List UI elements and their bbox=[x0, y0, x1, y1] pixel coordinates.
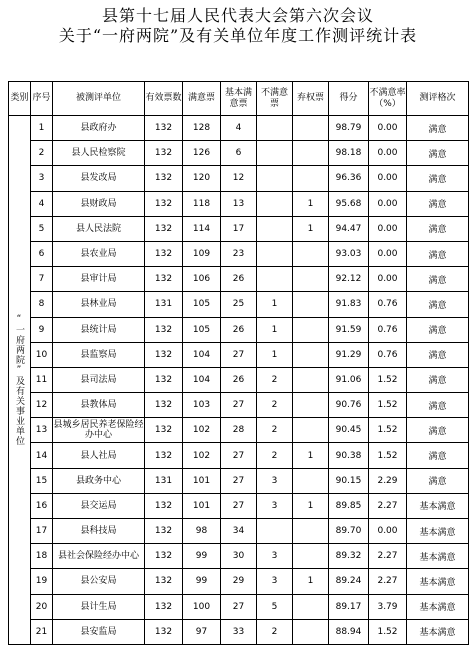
header-category: 类别 bbox=[9, 82, 31, 116]
unit-cell: 县林业局 bbox=[53, 292, 145, 317]
basic-satisfied-cell: 26 bbox=[221, 267, 257, 292]
basic-satisfied-cell: 4 bbox=[221, 116, 257, 141]
unit-cell: 县人民法院 bbox=[53, 216, 145, 241]
score-cell: 90.38 bbox=[329, 443, 369, 468]
unit-cell: 县城乡居民养老保险经办中心 bbox=[53, 418, 145, 443]
satisfied-cell: 103 bbox=[183, 393, 221, 418]
unit-cell: 县社会保险经办中心 bbox=[53, 544, 145, 569]
unit-cell: 县监察局 bbox=[53, 342, 145, 367]
table-row bbox=[9, 569, 469, 594]
unsatisfied-cell: 2 bbox=[257, 418, 293, 443]
seq-cell: 4 bbox=[31, 191, 53, 216]
abstain-cell bbox=[293, 619, 329, 644]
basic-satisfied-cell: 29 bbox=[221, 569, 257, 594]
score-cell: 96.36 bbox=[329, 166, 369, 191]
seq-cell: 20 bbox=[31, 594, 53, 619]
unsatisfied-rate-cell: 0.76 bbox=[369, 342, 407, 367]
satisfied-cell: 98 bbox=[183, 519, 221, 544]
grade-cell: 满意 bbox=[407, 468, 469, 493]
seq-cell: 10 bbox=[31, 342, 53, 367]
unsatisfied-cell: 1 bbox=[257, 317, 293, 342]
abstain-cell bbox=[293, 116, 329, 141]
header-basic-satisfied: 基本满意票 bbox=[221, 82, 257, 116]
valid-votes-cell: 132 bbox=[145, 166, 183, 191]
grade-cell: 满意 bbox=[407, 418, 469, 443]
header-unsatisfied-rate: 不满意率（%） bbox=[369, 82, 407, 116]
document-title-line2: 关于“一府两院”及有关单位年度工作测评统计表 bbox=[58, 26, 418, 45]
satisfied-cell: 114 bbox=[183, 216, 221, 241]
basic-satisfied-cell: 13 bbox=[221, 191, 257, 216]
unsatisfied-cell bbox=[257, 191, 293, 216]
score-cell: 88.94 bbox=[329, 619, 369, 644]
unsatisfied-rate-cell: 0.00 bbox=[369, 116, 407, 141]
satisfied-cell: 118 bbox=[183, 191, 221, 216]
unsatisfied-cell bbox=[257, 166, 293, 191]
unsatisfied-rate-cell: 0.00 bbox=[369, 519, 407, 544]
table-row bbox=[9, 493, 469, 518]
unsatisfied-rate-cell: 2.29 bbox=[369, 468, 407, 493]
satisfied-cell: 99 bbox=[183, 569, 221, 594]
basic-satisfied-cell: 26 bbox=[221, 317, 257, 342]
unsatisfied-cell: 3 bbox=[257, 468, 293, 493]
grade-cell: 满意 bbox=[407, 216, 469, 241]
abstain-cell bbox=[293, 468, 329, 493]
seq-cell: 21 bbox=[31, 619, 53, 644]
grade-cell: 满意 bbox=[407, 292, 469, 317]
unsatisfied-cell: 2 bbox=[257, 443, 293, 468]
seq-cell: 15 bbox=[31, 468, 53, 493]
abstain-cell bbox=[293, 594, 329, 619]
grade-cell: 满意 bbox=[407, 141, 469, 166]
table-row bbox=[9, 116, 469, 141]
table-row bbox=[9, 619, 469, 644]
unsatisfied-cell bbox=[257, 216, 293, 241]
score-cell: 91.83 bbox=[329, 292, 369, 317]
unit-cell: 县审计局 bbox=[53, 267, 145, 292]
abstain-cell: 1 bbox=[293, 493, 329, 518]
unsatisfied-rate-cell: 1.52 bbox=[369, 418, 407, 443]
score-cell: 98.79 bbox=[329, 116, 369, 141]
unit-cell: 县科技局 bbox=[53, 519, 145, 544]
unit-cell: 县人民检察院 bbox=[53, 141, 145, 166]
unsatisfied-rate-cell: 3.79 bbox=[369, 594, 407, 619]
satisfied-cell: 102 bbox=[183, 443, 221, 468]
abstain-cell bbox=[293, 166, 329, 191]
unit-cell: 县公安局 bbox=[53, 569, 145, 594]
unit-cell: 县农业局 bbox=[53, 241, 145, 266]
abstain-cell: 1 bbox=[293, 216, 329, 241]
table-row bbox=[9, 166, 469, 191]
abstain-cell: 1 bbox=[293, 443, 329, 468]
unsatisfied-cell: 3 bbox=[257, 493, 293, 518]
score-cell: 89.17 bbox=[329, 594, 369, 619]
valid-votes-cell: 131 bbox=[145, 292, 183, 317]
table-row bbox=[9, 241, 469, 266]
unit-cell: 县统计局 bbox=[53, 317, 145, 342]
seq-cell: 11 bbox=[31, 367, 53, 392]
unit-cell: 县交运局 bbox=[53, 493, 145, 518]
category-cell bbox=[9, 116, 31, 645]
valid-votes-cell: 132 bbox=[145, 569, 183, 594]
abstain-cell bbox=[293, 141, 329, 166]
unsatisfied-cell: 3 bbox=[257, 569, 293, 594]
header-valid-votes: 有效票数 bbox=[145, 82, 183, 116]
valid-votes-cell: 132 bbox=[145, 367, 183, 392]
header-unit: 被测评单位 bbox=[53, 82, 145, 116]
satisfied-cell: 128 bbox=[183, 116, 221, 141]
unsatisfied-rate-cell: 0.00 bbox=[369, 166, 407, 191]
valid-votes-cell: 132 bbox=[145, 116, 183, 141]
score-cell: 91.06 bbox=[329, 367, 369, 392]
category-label: “一府两院”及有关事业单位 bbox=[14, 313, 24, 446]
unsatisfied-rate-cell: 0.76 bbox=[369, 292, 407, 317]
unit-cell: 县计生局 bbox=[53, 594, 145, 619]
satisfied-cell: 102 bbox=[183, 418, 221, 443]
unit-cell: 县人社局 bbox=[53, 443, 145, 468]
unsatisfied-cell: 2 bbox=[257, 367, 293, 392]
table-row bbox=[9, 216, 469, 241]
unsatisfied-rate-cell: 2.27 bbox=[369, 569, 407, 594]
grade-cell: 基本满意 bbox=[407, 544, 469, 569]
grade-cell: 满意 bbox=[407, 367, 469, 392]
unsatisfied-rate-cell: 1.52 bbox=[369, 619, 407, 644]
unsatisfied-rate-cell: 2.27 bbox=[369, 544, 407, 569]
abstain-cell bbox=[293, 393, 329, 418]
score-cell: 94.47 bbox=[329, 216, 369, 241]
unsatisfied-cell: 1 bbox=[257, 342, 293, 367]
seq-cell: 14 bbox=[31, 443, 53, 468]
satisfied-cell: 101 bbox=[183, 468, 221, 493]
grade-cell: 基本满意 bbox=[407, 519, 469, 544]
seq-cell: 13 bbox=[31, 418, 53, 443]
seq-cell: 6 bbox=[31, 241, 53, 266]
abstain-cell bbox=[293, 367, 329, 392]
score-cell: 89.24 bbox=[329, 569, 369, 594]
unit-cell: 县财政局 bbox=[53, 191, 145, 216]
abstain-cell: 1 bbox=[293, 569, 329, 594]
header-seq: 序号 bbox=[31, 82, 53, 116]
score-cell: 95.68 bbox=[329, 191, 369, 216]
table-row bbox=[9, 292, 469, 317]
satisfied-cell: 100 bbox=[183, 594, 221, 619]
unsatisfied-cell: 2 bbox=[257, 619, 293, 644]
table-row bbox=[9, 443, 469, 468]
valid-votes-cell: 132 bbox=[145, 267, 183, 292]
basic-satisfied-cell: 27 bbox=[221, 342, 257, 367]
table-header-row bbox=[9, 82, 469, 116]
satisfied-cell: 105 bbox=[183, 317, 221, 342]
satisfied-cell: 101 bbox=[183, 493, 221, 518]
seq-cell: 12 bbox=[31, 393, 53, 418]
grade-cell: 基本满意 bbox=[407, 569, 469, 594]
valid-votes-cell: 132 bbox=[145, 191, 183, 216]
seq-cell: 7 bbox=[31, 267, 53, 292]
grade-cell: 满意 bbox=[407, 393, 469, 418]
satisfied-cell: 120 bbox=[183, 166, 221, 191]
table-row bbox=[9, 317, 469, 342]
table-row bbox=[9, 393, 469, 418]
unsatisfied-rate-cell: 0.00 bbox=[369, 216, 407, 241]
satisfied-cell: 104 bbox=[183, 367, 221, 392]
table-row bbox=[9, 267, 469, 292]
unsatisfied-cell bbox=[257, 267, 293, 292]
basic-satisfied-cell: 17 bbox=[221, 216, 257, 241]
valid-votes-cell: 132 bbox=[145, 443, 183, 468]
unsatisfied-cell: 3 bbox=[257, 544, 293, 569]
basic-satisfied-cell: 23 bbox=[221, 241, 257, 266]
valid-votes-cell: 132 bbox=[145, 519, 183, 544]
unsatisfied-cell bbox=[257, 141, 293, 166]
table-row bbox=[9, 367, 469, 392]
unsatisfied-rate-cell: 0.00 bbox=[369, 191, 407, 216]
unit-cell: 县政府办 bbox=[53, 116, 145, 141]
table-row bbox=[9, 519, 469, 544]
table-row bbox=[9, 418, 469, 443]
basic-satisfied-cell: 28 bbox=[221, 418, 257, 443]
unit-cell: 县安监局 bbox=[53, 619, 145, 644]
grade-cell: 基本满意 bbox=[407, 493, 469, 518]
header-abstain: 弃权票 bbox=[293, 82, 329, 116]
unsatisfied-rate-cell: 0.76 bbox=[369, 317, 407, 342]
grade-cell: 满意 bbox=[407, 191, 469, 216]
valid-votes-cell: 131 bbox=[145, 468, 183, 493]
seq-cell: 5 bbox=[31, 216, 53, 241]
abstain-cell bbox=[293, 519, 329, 544]
satisfied-cell: 106 bbox=[183, 267, 221, 292]
table-body bbox=[9, 116, 469, 645]
basic-satisfied-cell: 27 bbox=[221, 594, 257, 619]
basic-satisfied-cell: 26 bbox=[221, 367, 257, 392]
valid-votes-cell: 132 bbox=[145, 241, 183, 266]
seq-cell: 16 bbox=[31, 493, 53, 518]
seq-cell: 17 bbox=[31, 519, 53, 544]
basic-satisfied-cell: 27 bbox=[221, 468, 257, 493]
valid-votes-cell: 132 bbox=[145, 393, 183, 418]
valid-votes-cell: 132 bbox=[145, 544, 183, 569]
score-cell: 91.59 bbox=[329, 317, 369, 342]
basic-satisfied-cell: 34 bbox=[221, 519, 257, 544]
valid-votes-cell: 132 bbox=[145, 141, 183, 166]
basic-satisfied-cell: 27 bbox=[221, 443, 257, 468]
unsatisfied-rate-cell: 0.00 bbox=[369, 241, 407, 266]
document-title-line1: 县第十七届人民代表大会第六次会议 bbox=[101, 6, 374, 25]
satisfied-cell: 99 bbox=[183, 544, 221, 569]
seq-cell: 18 bbox=[31, 544, 53, 569]
unsatisfied-cell bbox=[257, 116, 293, 141]
score-cell: 90.76 bbox=[329, 393, 369, 418]
seq-cell: 19 bbox=[31, 569, 53, 594]
basic-satisfied-cell: 25 bbox=[221, 292, 257, 317]
grade-cell: 满意 bbox=[407, 116, 469, 141]
valid-votes-cell: 132 bbox=[145, 216, 183, 241]
abstain-cell: 1 bbox=[293, 191, 329, 216]
seq-cell: 8 bbox=[31, 292, 53, 317]
score-cell: 89.32 bbox=[329, 544, 369, 569]
unit-cell: 县教体局 bbox=[53, 393, 145, 418]
table-row bbox=[9, 191, 469, 216]
seq-cell: 2 bbox=[31, 141, 53, 166]
unsatisfied-rate-cell: 2.27 bbox=[369, 493, 407, 518]
basic-satisfied-cell: 6 bbox=[221, 141, 257, 166]
basic-satisfied-cell: 12 bbox=[221, 166, 257, 191]
score-cell: 90.45 bbox=[329, 418, 369, 443]
valid-votes-cell: 132 bbox=[145, 317, 183, 342]
unsatisfied-rate-cell: 0.00 bbox=[369, 267, 407, 292]
table-row bbox=[9, 342, 469, 367]
unsatisfied-rate-cell: 0.00 bbox=[369, 141, 407, 166]
header-unsatisfied: 不满意票 bbox=[257, 82, 293, 116]
table-row bbox=[9, 141, 469, 166]
abstain-cell bbox=[293, 317, 329, 342]
abstain-cell bbox=[293, 342, 329, 367]
score-cell: 93.03 bbox=[329, 241, 369, 266]
satisfied-cell: 97 bbox=[183, 619, 221, 644]
valid-votes-cell: 132 bbox=[145, 619, 183, 644]
grade-cell: 满意 bbox=[407, 443, 469, 468]
unsatisfied-cell bbox=[257, 519, 293, 544]
seq-cell: 1 bbox=[31, 116, 53, 141]
abstain-cell bbox=[293, 418, 329, 443]
table-row bbox=[9, 594, 469, 619]
score-cell: 89.85 bbox=[329, 493, 369, 518]
header-satisfied: 满意票 bbox=[183, 82, 221, 116]
basic-satisfied-cell: 27 bbox=[221, 493, 257, 518]
score-cell: 89.70 bbox=[329, 519, 369, 544]
evaluation-table bbox=[8, 81, 469, 645]
valid-votes-cell: 132 bbox=[145, 418, 183, 443]
grade-cell: 基本满意 bbox=[407, 594, 469, 619]
table-row bbox=[9, 468, 469, 493]
basic-satisfied-cell: 33 bbox=[221, 619, 257, 644]
unsatisfied-rate-cell: 1.52 bbox=[369, 393, 407, 418]
abstain-cell bbox=[293, 292, 329, 317]
seq-cell: 9 bbox=[31, 317, 53, 342]
basic-satisfied-cell: 30 bbox=[221, 544, 257, 569]
header-grade: 测评格次 bbox=[407, 82, 469, 116]
grade-cell: 满意 bbox=[407, 267, 469, 292]
basic-satisfied-cell: 27 bbox=[221, 393, 257, 418]
header-score: 得分 bbox=[329, 82, 369, 116]
score-cell: 90.15 bbox=[329, 468, 369, 493]
unsatisfied-rate-cell: 1.52 bbox=[369, 367, 407, 392]
seq-cell: 3 bbox=[31, 166, 53, 191]
abstain-cell bbox=[293, 544, 329, 569]
unit-cell: 县发改局 bbox=[53, 166, 145, 191]
abstain-cell bbox=[293, 267, 329, 292]
grade-cell: 满意 bbox=[407, 342, 469, 367]
unsatisfied-cell: 1 bbox=[257, 292, 293, 317]
unsatisfied-cell: 5 bbox=[257, 594, 293, 619]
table-row bbox=[9, 544, 469, 569]
score-cell: 92.12 bbox=[329, 267, 369, 292]
valid-votes-cell: 132 bbox=[145, 342, 183, 367]
grade-cell: 满意 bbox=[407, 241, 469, 266]
grade-cell: 满意 bbox=[407, 166, 469, 191]
unit-cell: 县政务中心 bbox=[53, 468, 145, 493]
satisfied-cell: 126 bbox=[183, 141, 221, 166]
valid-votes-cell: 132 bbox=[145, 594, 183, 619]
unit-cell: 县司法局 bbox=[53, 367, 145, 392]
grade-cell: 基本满意 bbox=[407, 619, 469, 644]
unsatisfied-rate-cell: 1.52 bbox=[369, 443, 407, 468]
score-cell: 98.18 bbox=[329, 141, 369, 166]
abstain-cell bbox=[293, 241, 329, 266]
satisfied-cell: 109 bbox=[183, 241, 221, 266]
valid-votes-cell: 132 bbox=[145, 493, 183, 518]
unsatisfied-cell: 2 bbox=[257, 393, 293, 418]
grade-cell: 满意 bbox=[407, 317, 469, 342]
score-cell: 91.29 bbox=[329, 342, 369, 367]
satisfied-cell: 105 bbox=[183, 292, 221, 317]
satisfied-cell: 104 bbox=[183, 342, 221, 367]
unsatisfied-cell bbox=[257, 241, 293, 266]
